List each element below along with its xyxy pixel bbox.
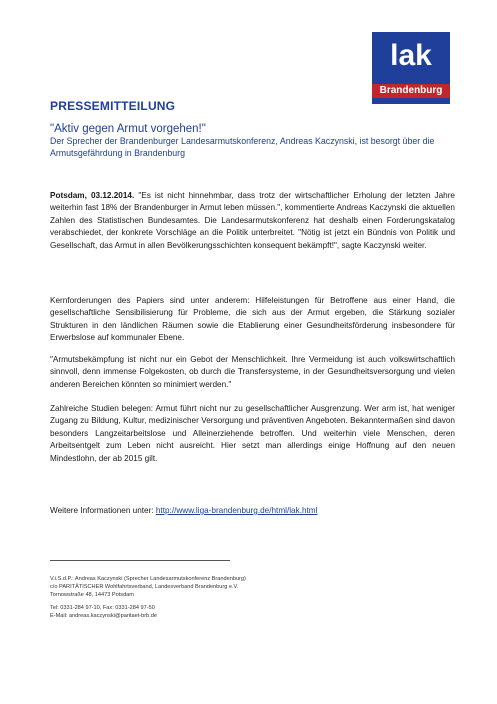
- paragraph-3: "Armutsbekämpfung ist nicht nur ein Gebot der Menschlichkeit. Ihre Vermeidung ist auch volkswirtschaftlich sinnvoll, denn immense Folgekosten, ob durch die Transfersysteme, in der Gesundheitsversorgung und vielen anderen Bereichen könnten so minimiert werden.": [50, 355, 455, 389]
- paragraph-4: Zahlreiche Studien belegen: Armut führt nicht nur zu gesellschaftlicher Ausgrenzung. Wer arm ist, hat weniger Zugang zu Bildung, Kultur, medizinischer Versorgung und präventiven Angeboten. Bekanntermaßen sind davon besonders Langzeitarbeitslose und Alleinerziehende betroffen. Und weiterhin viele Menschen, deren Arbeitsentgelt zum Leben nicht ausreicht. Hier setzt man allerdings einige Hoffnung auf den neuen Mindestlohn, der ab 2015 gilt.: [50, 404, 455, 463]
- footer-responsible: V.i.S.d.P.: Andreas Kaczynski (Sprecher Landesarmutskonferenz Brandenburg): [50, 576, 246, 582]
- further-info: [50, 506, 317, 515]
- logo-text-brandenburg: Brandenburg: [372, 84, 450, 98]
- footer-phone: Tel: 0331-284 97-10, Fax: 0331-284 97-50: [50, 605, 155, 611]
- footer-email: E-Mail: andreas.kaczynski@paritaet-brb.de: [50, 613, 158, 619]
- press-release-label: PRESSEMITTEILUNG: [50, 99, 176, 113]
- footer-address: Tornowstraße 48, 14473 Potsdam: [50, 592, 134, 598]
- dateline: Potsdam, 03.12.2014.: [50, 191, 135, 200]
- paragraph-1-text: "Es ist nicht hinnehmbar, dass trotz der wirtschaftlicher Erholung der letzten Jahre weiterhin fast 18% der Brandenburger in Armut leben müssen.", kommentierte Andreas Kaczynski die aktuellen Zahlen des Statistischen Bundesamtes. Die Landesarmutskonferenz hat deshalb einen Forderungskatalog verabschiedet, der konkrete Vorschläge an die Politik unterbreitet. "Nötig ist jetzt ein Bündnis von Politik und Gesellschaft, das Armut in allen Bevölkerungsschichten konsequent bekämpft!", sagte Kaczynski weiter.: [50, 191, 455, 250]
- footer-organization: c/o PARITÄTISCHER Wohlfahrtsverband, Landesverband Brandenburg e.V.: [50, 584, 239, 590]
- logo-text-lak: lak: [390, 39, 432, 72]
- subheadline: Der Sprecher der Brandenburger Landesarmutskonferenz, Andreas Kaczynski, ist besorgt über die Armutsgefährdung in Brandenburg: [50, 136, 435, 158]
- lak-logo: [372, 32, 450, 104]
- headline: "Aktiv gegen Armut vorgehen!": [50, 123, 206, 135]
- footer-divider: [50, 560, 230, 561]
- paragraph-1: [50, 190, 455, 252]
- further-info-link[interactable]: http://www.liga-brandenburg.de/html/lak.html: [155, 506, 318, 515]
- further-info-label: Weitere Informationen unter:: [50, 506, 156, 515]
- paragraph-2: Kernforderungen des Papiers sind unter anderem: Hilfeleistungen für Betroffene aus einer Hand, die gesellschaftliche Sensibilisierung für Probleme, die sich aus der Armut ergeben, die Stärkung sozialer Strukturen in den ländlichen Räumen sowie die Etablierung einer Gesundheitsförderung insbesondere für Erwerbslose auf kommunaler Ebene.: [50, 296, 455, 343]
